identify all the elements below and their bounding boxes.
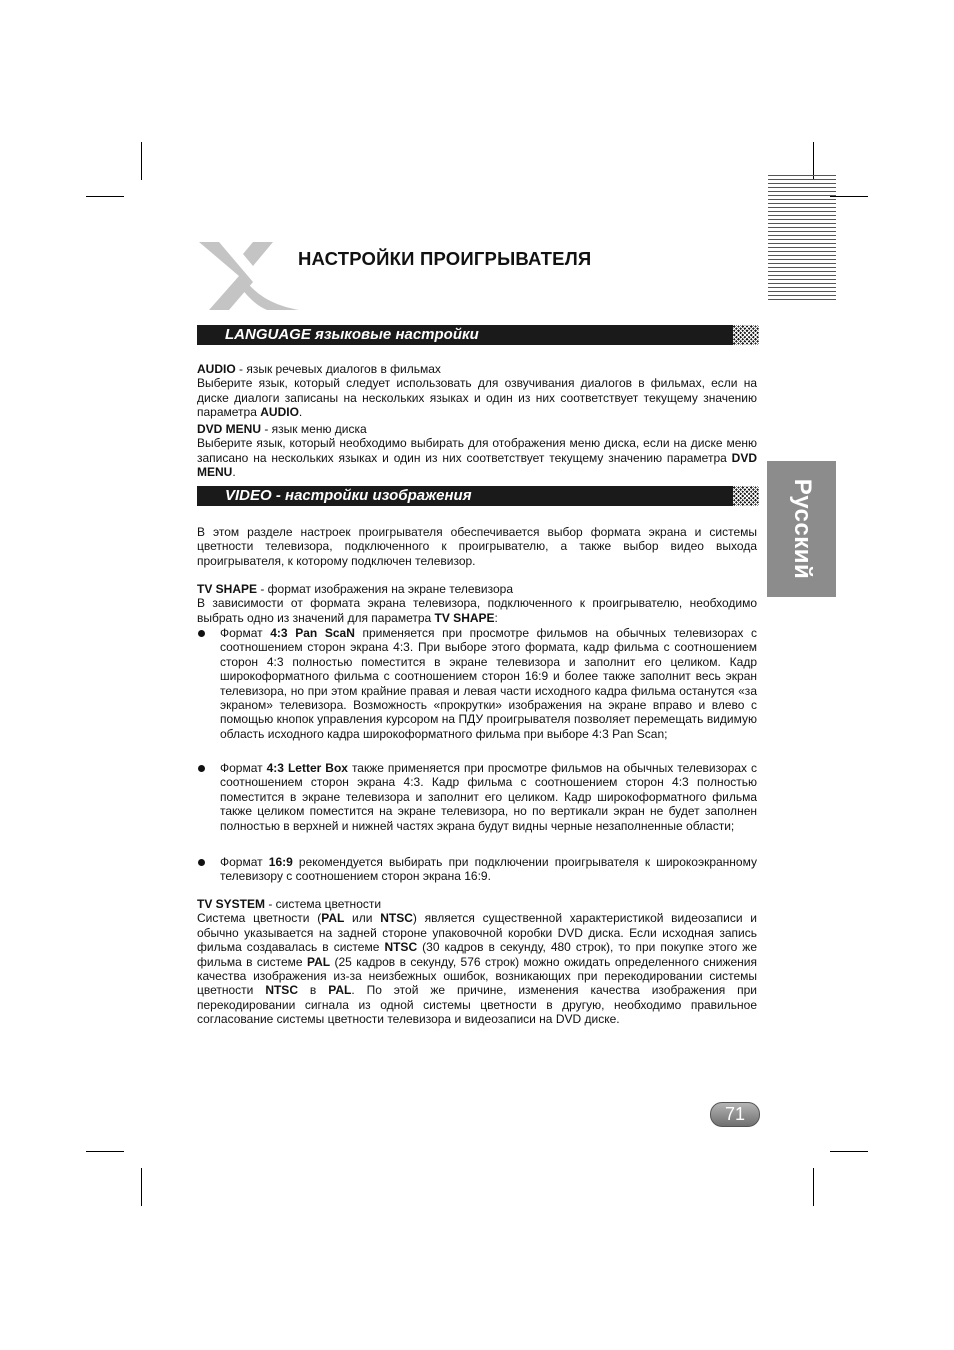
term-description: - язык меню диска [261,422,367,436]
body-bold: 4:3 Letter Box [266,761,348,775]
side-tab-label: Русский [788,478,816,580]
dvd-menu-heading [197,422,757,436]
body-bold: 16:9 [268,855,293,869]
body-bold: TV SHAPE [434,610,495,625]
body-text: Выберите язык, который следует использовать для озвучивания диалогов в фильмах, если на диске диалоги записаны на нескольких языках и один из них соответствует текущему значению параметра [197,376,757,420]
term-description: - система цветности [265,897,382,911]
body-text: : [494,610,498,625]
body-bold: PAL [307,954,331,969]
list-item [197,761,757,833]
bullet-icon [198,765,205,772]
body-text: В зависимости от формата экрана телевизора, подключенного к проигрывателю, необходимо выбрать одно из значений для параметра [197,596,757,625]
bullet-icon [198,859,205,866]
tv-shape-options [197,761,757,833]
body-text: применяется при просмотре фильмов на обычных телевизорах с соотношением сторон экрана 4:3. При выборе этого формата, кадр фильма с соотношением сторон 4:3 полностью поместится в экране телевизора и заполнит его целиком. Кадр широкоформатного фильма с соотношением сторон 16:9 и более также заполнит весь экран телевизора, но при этом крайние правая и левая части исходного кадра фильма останутся «за экраном» телевизора. Возможность «прокрутки» изображения на экране вправо и влево с помощью кнопок управления курсором на ПДУ проигрывателя позволяет перемещать видимую область исходного кадра широкоформатного фильма при выборе 4:3 Pan Scan; [220,626,757,741]
tv-shape-heading [197,582,757,596]
body-text: Система цветности ( [197,911,322,926]
body-text: Формат [220,761,267,775]
hatch-decoration [733,325,759,345]
body-bold: DVD MENU [197,450,757,480]
body-text: ) является существенной характеристикой видеозаписи и обычно указывается на задней стороне упаковочной коробки DVD диска. Если исходная запись фильма создавалась в системе [197,911,758,955]
body-text: также применяется при просмотре фильмов на обычных телевизорах с соотношением сторон экрана 4:3. Кадр фильма с соотношением сторон 4:3 полностью поместится в экране телевизора и заполнит его целиком. Кадр широкоформатного фильма также целиком поместится на экране телевизора, но по вертикали экран не будет заполнен полностью в верхней и нижней частях экрана будут видны черные незаполненные области; [220,761,757,833]
section-title: LANGUAGE языковые настройки [225,326,479,343]
hatch-decoration [733,486,759,506]
body-bold: NTSC [384,940,418,955]
dvd-menu-body [197,436,757,479]
term: DVD MENU [197,422,262,436]
body-text: в [297,983,329,998]
tv-shape-options [197,855,757,884]
decorative-stripes [768,175,836,303]
section-title: VIDEO - настройки изображения [225,487,472,504]
crop-mark [813,1168,814,1206]
tv-shape-block [197,582,757,625]
body-bold: NTSC [380,911,413,926]
body-bold: 4:3 Pan ScaN [270,626,355,640]
term: AUDIO [197,362,236,376]
body-text: (25 кадров в секунду, 576 строк) можно ожидать определенного снижения качества изображения из-за неизбежных ошибок, возникающих при перекодировании системы цветности [197,954,758,998]
tv-shape-body [197,596,757,625]
video-intro [197,525,757,568]
intro-text: В этом разделе настроек проигрывателя обеспечивается выбор формата экрана и системы цветности телевизора, подключенного к проигрывателю, а также выбор видео выхода проигрывателя, к которому подключен телевизор. [197,525,757,568]
term-description: - язык речевых диалогов в фильмах [235,362,441,376]
section-bar-language [197,325,759,345]
list-item [197,855,757,884]
crop-mark [141,1168,142,1206]
term-description: - формат изображения на экране телевизора [257,582,513,596]
body-text: или [344,911,381,926]
body-text: . [298,405,303,420]
body-bold: PAL [321,911,345,926]
term: TV SHAPE [197,582,258,596]
bullet-icon [198,630,205,637]
tv-system-body [197,911,757,1026]
body-text: рекомендуется выбирать при подключении проигрывателя к широкоэкранному телевизору с соотношением сторон экрана 16:9. [220,855,757,884]
body-text: Формат [220,626,271,640]
body-bold: PAL [328,983,352,998]
list-item [197,626,757,741]
dvd-menu-block [197,422,757,480]
body-bold: AUDIO [260,405,299,420]
crop-mark [141,142,142,180]
body-text: . По этой же причине, изменения качества изображения при перекодировании сигнала из одной системы цветности в другую, необходимо правильное согласование системы цветности телевизора и видеозаписи на DVD диске. [197,983,757,1027]
crop-mark [86,196,124,197]
section-bar-video [197,486,759,506]
body-text: Формат [220,855,269,869]
audio-body [197,376,757,419]
term: TV SYSTEM [197,897,266,911]
brand-x-logo-icon [195,240,305,312]
crop-mark [830,1151,868,1152]
page-title: НАСТРОЙКИ ПРОИГРЫВАТЕЛЯ [298,248,592,269]
body-text: . [232,465,236,480]
tv-system-block [197,897,757,1027]
crop-mark [86,1151,124,1152]
body-text: Выберите язык, который необходимо выбирать для отображения меню диска, если на диске меню записано на нескольких языках и один из них соответствует текущему значению параметра [197,436,757,465]
tv-shape-options [197,626,757,741]
language-side-tab [767,461,836,597]
tv-system-heading [197,897,757,911]
audio-block [197,362,757,420]
body-text: (30 кадров в секунду, 480 строк), то при покупке этого же фильма в системе [197,940,757,969]
body-bold: NTSC [265,983,298,998]
page-number-badge: 71 [710,1102,760,1127]
audio-heading [197,362,757,376]
